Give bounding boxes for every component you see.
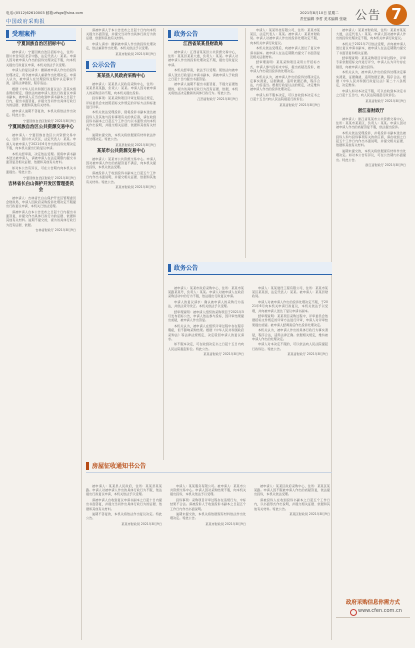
issue-date: 2021年8月10日 星期二 [300,11,339,15]
paragraph: 被申请人：浙江省某某市公共资源交易中心，住所：某某市某某区，负责人：某某。申请人因对被申请人作出的质疑答复不服，依法提出投诉。 [336,116,406,130]
paragraph: 根据《中华人民共和国行政复议法》及其实施条例的规定，现依法向被申请人送达行政复议申请书副本，被申请人应当自收到申请书副本之日起十日内，提出书面答复，并提交当初作出具体行政行为的证据、依据和其他有关材料。 [6,86,76,108]
signature: 某某省财政厅 2021年8月9日 [365,98,406,103]
paragraph: 被申请人：宁夏回族自治区公共资源交易中心，住所：银川市兴庆区，法定代表人：某某。申请人对被申请人于2021年6月作出的投诉处理决定不服，向本机关提出行政复议申请。 [6,133,76,150]
paragraph: 申请人的复议请求：确认被申请人的采购行为违法，并依法责令改正。本机关依法予以受理。 [168,300,244,309]
section-header-4: 政务公告 [168,262,332,275]
paragraph: 逾期未提交的，本机关将依据现有材料作出处理决定。如对本公告有异议，可在公告期内书面提出。特此公告。 [336,149,406,162]
page-number-badge: 7 [386,4,407,25]
header-divider [6,25,409,26]
column-1 [6,28,76,640]
paragraph: 被申请人：宁夏回族自治区招标中心，住所：银川市金凤区北京中路，法定代表人：某某。申请人因对被申请人作出的投诉处理决定不服，向本机关提出行政复议申请，本机关依法予以受理。 [6,50,76,67]
paragraph: 申请人对本决定不服的，可以依法向人民法院提起行政诉讼。特此公告。 [252,342,328,351]
page-title: 公告 [355,8,382,22]
paragraph: 本机关依法受理投诉，现将投诉书副本送达被投诉人及其他与投诉事项有关的供应商，请在收到投诉书副本之日起五个工作日内以书面形式向本机关作出说明，并提交相关证据、依据和其他有关材料。 [86,110,156,132]
case-title: 江西省某某县财政局 [183,42,223,47]
paragraph: 本机关认为，被申请人在组织评审过程中存在程序瑕疵，但不影响采购结果。根据《中华人民共和国政府采购法》等法律法规规定，决定驳回申请人的复议请求。 [168,324,244,341]
sub-column [86,484,162,644]
paragraph: 请被申请人于本公告发布之日起十日内向本机关提交书面答复，并提交当初作出具体行政行为的证据、依据和其他有关材料。 [86,28,156,41]
paragraph: 被申请人：某某市财政局，住所：某某市某某大道，法定代表人：某某。申请人因对被申请人作出的投诉处理决定不服，向本机关申请行政复议。 [336,28,406,41]
paragraph: 经审理查明：被申请人组织的采购项目于2021年5月发布招标公告，申请人依法参与投标，因评审结果提出质疑，被申请人作出答复。 [168,310,244,323]
signature: 浙江省财政厅 2021年8月9日 [365,163,406,168]
case-title: 宁夏回族自治区招标中心 [16,42,66,47]
column-divider [163,28,164,460]
section-block-bottom [86,460,332,644]
paragraph: 经审理查明：某某采购项目评审过程中，评审专家依据招标文件进行评分，申请人认为评分存在错误，向被申请人提出投诉。 [336,56,406,69]
paragraph: 请被投诉人于收到投诉书副本之日起五个工作日内作出书面说明，并提交相关证据、依据和其他有关材料。特此公告。 [86,171,156,184]
paragraph: 申请人：某某科技有限公司，住所：某某市某某区，法定代表人：某某。被申请人：某某市财政局。申请人对被申请人作出的投诉处理决定不服，向本机关申请行政复议。 [250,28,320,45]
paragraph: 投诉事项：采购项目评审过程存在违规行为，中标结果不合法。请被投诉人于收到投诉书副本之日起五个工作日内作出书面说明。 [170,498,246,511]
paragraph: 逾期不答复的，本机关将依法作出复议决定。特此公告。 [86,512,162,521]
column-divider [81,28,82,640]
paragraph: 如不服本决定，可在收到决定书之日起十五日内向人民法院提起诉讼。特此公告。 [168,342,244,351]
signature: 吉林省财政厅 2021年8月9日 [35,228,76,233]
paragraph: 申请人请求：撤销被申请人作出的投诉处理决定，依法重新作出处理。本机关依法予以受理。 [86,42,156,51]
paragraph: 被申请人逾期不答复的，本机关将依法作出决定。特此公告。 [6,109,76,118]
paragraph: 请被申请人自收到复议申请书副本之日起十日内提出书面答复，并提交当初作出具体行政行为的证据、依据和其他有关材料。 [86,498,162,511]
case-title: 宁夏回族自治区公共资源交易中心 [8,125,74,131]
paragraph: 本机关认为，被申请人作出的投诉处理决定事实清楚，证据确凿，适用依据正确，程序合法。根据《中华人民共和国行政复议法》第二十八条规定，决定维持。 [336,70,406,87]
paragraph: 本机关经审查，决定依法受理。现将申请书副本送达被申请人，请被申请人在法定期限内提交书面答复及相关证据、依据和其他有关材料。 [6,151,76,164]
paragraph: 投诉事项：某某采购项目评审过程违反规定，评标委员会未按照招标文件规定的评标方法和标准进行评审。 [86,96,156,109]
signature: 某某省财政厅 2021年8月9日 [287,352,328,357]
paragraph: 申请人如对本决定不服，可以自收到本决定书之日起十五日内，向人民法院提起行政诉讼。 [336,88,406,97]
paragraph: 本机关依法受理后，向被申请人送达了复议申请书副本。被申请人在法定期限内提交了书面答复及相关证据材料。 [250,46,320,59]
paragraph: 经审理查明：某某采购项目采用公开招标方式，申请人参与投标未中标，提出质疑及投诉，被申请人作出驳回投诉的处理决定。 [250,60,320,73]
column-5 [336,28,406,640]
signature: 宁夏回族自治区财政厅 2021年8月9日 [22,119,76,124]
paragraph: 被申请人：某某区政府采购中心，住所：某某区某某路。申请人因不服被申请人作出的质疑答复，依法提出投诉，本机关依法受理。 [254,484,330,497]
case-title: 吉林省长白山保护开发区管理委员会 [8,181,74,193]
paragraph: 请被申请人自本公告发布之日起十日内提出书面答复，并提交作出具体行政行为的证据、依据和其他有关材料。逾期不提交的，视为该具体行政行为没有证据、依据。 [6,209,76,227]
signature: 宁夏回族自治区财政厅 2021年8月9日 [22,175,76,180]
column-4 [250,28,320,260]
case-title: 某某市公共资源交易中心 [96,149,146,155]
masthead: 中国政府采购报 [6,19,46,25]
paragraph: 如对本公告有异议，可在公告期内向本机关书面提出。特此公告。 [6,165,76,174]
ad-url[interactable]: www.cfen.com.cn [358,608,402,614]
paragraph: 被申请人：某某市公共资源交易中心。申请人因对被申请人作出的质疑答复不满意，向本机关提出投诉，本机关依法受理。 [86,157,156,170]
signature: 某某省财政厅 2021年8月9日 [279,102,320,107]
editors: 责任编辑 李哲 美术编辑 张晓 [300,17,347,21]
ad-title: 政府采购信息你需方式 [346,600,400,606]
signature: 某某区财政局 2021年8月9日 [289,512,330,517]
contact-info: 电话:(0512)62610003 邮箱:zfsgs@sina.com [6,11,84,15]
paragraph: 申请人对被申请人作出的投诉处理决定不服，于2021年6月向本机关申请行政复议，本机关依法予以受理，并向被申请人送达了复议申请书副本。 [252,300,328,313]
ad-divider [336,617,410,618]
paragraph: 逾期未提交的，本机关将依据现有材料依法作出处理决定。特此公告。 [170,512,246,521]
paragraph: 被申请人：某某县人民政府，住所：某某县某某路。申请人对被申请人作出的具体行政行为不服，依法提出行政复议申请，本机关依法予以受理。 [86,484,162,497]
advertisement [336,600,410,640]
signature: 某某市财政局 2021年8月9日 [115,185,156,190]
section-header-5: 房屋征收通知书公告 [86,460,332,473]
paragraph: 被申请人：某某市政府采购中心，住所：某某市某某路某某号，负责人：某某。申请人对被申请人在政府采购活动中的行为不服，依法提出行政复议申请。 [168,286,244,299]
column-3 [168,28,238,258]
paragraph: 本机关于2021年7月依法受理，并向被申请人送达复议申请书副本，被申请人在法定期限内提交了书面答复和相关证据。 [336,42,406,55]
paragraph: 申请人：某某服务有限公司。被申请人：某某市公共资源交易中心。申请人因对采购结果不服，向本机关提出投诉，本机关依法予以受理。 [170,484,246,497]
signature: 某某县财政局 2021年8月9日 [115,142,156,147]
globe-icon [350,609,357,616]
section-header-3: 政务公告 [168,28,238,41]
sub-column [170,484,246,644]
sub-column [254,484,330,644]
paragraph: 请被投诉人在收到投诉书副本之日起五个工作日内，以书面形式作出说明，并提交相关证据、依据和其他有关材料。特此公告。 [254,498,330,511]
paragraph: 本机关认为，被申请人作出的投诉处理决定认定事实清楚，证据确凿，适用依据正确，程序合法，内容适当。根据行政复议法的规定，决定维持被申请人作出的投诉处理决定。 [250,74,320,92]
paragraph: 申请人的复议请求：撤销被申请人作出的投诉处理决定，责令被申请人重新作出处理决定。申请人认为，被申请人在处理投诉过程中认定事实不清，适用法律错误，程序违法。 [6,68,76,85]
section-header-1: 受理案件 [6,28,76,41]
case-title: 浙江省财政厅 [357,108,385,114]
paragraph: 被申请人逾期不提出书面答复、不提交证据依据的，视为该具体行政行为没有证据、依据，本机关将依法决定撤销该具体行政行为。特此公告。 [168,82,238,95]
paragraph: 申请人如不服本决定，可以自收到本决定书之日起十五日内向人民法院提起行政诉讼。 [250,92,320,102]
signature: 某某市财政局 2021年8月9日 [205,522,246,527]
signature: 某某市财政局 2021年8月9日 [115,52,156,57]
column-2 [86,28,156,460]
paragraph: 申请人：某某建设工程有限公司，住所：某某市某某区某某街，法定代表人：某某。被申请人：某某县财政局。 [252,286,328,299]
signature: 某某省财政厅 2021年8月9日 [203,352,244,357]
paragraph: 本机关经审查，依法予以受理。现依法向被申请人送达行政复议申请书副本，请被申请人于收到之日起十日内提出书面答复。 [168,68,238,81]
paragraph: 被申请人：某某县人民政府采购中心，住所：某某县某某路，负责人：某某。申请人因对被申请人的采购活动不服，向本机关提出投诉。 [86,82,156,95]
section-header-2: 公示公告 [86,59,156,72]
paragraph: 被申请人：江西省某某县公共资源交易中心，住所：某某县某某大道，负责人：某某。申请人对被申请人作出的投诉处理决定不服，提出行政复议申请。 [168,50,238,67]
paragraph: 被申请人：吉林省长白山保护开发区管理委员会财政局，申请人因政府采购投诉处理决定不服提出行政复议申请，本机关已依法受理。 [6,195,76,209]
case-title: 某某县人民政府采购中心 [96,74,146,80]
signature: 江西省财政厅 2021年8月9日 [197,96,238,101]
paragraph: 逾期未提交的，本机关将依据现有材料依法作出处理决定。特此公告。 [86,132,156,142]
paragraph: 本机关认为，被申请人作出的具体行政行为事实清楚，程序合法，适用法律正确。依据相关规定，维持被申请人作出的处理决定。 [252,328,328,341]
paragraph: 本机关依法受理投诉，并将投诉书副本送达被投诉人和与投诉事项有关的供应商，请在收到之日起五个工作日内作出书面说明，并提交相关证据、依据和其他有关材料。 [336,130,406,148]
column-divider [245,28,246,258]
signature: 某某市财政局 2021年8月9日 [121,522,162,527]
paragraph: 经审理查明：某某项目采购过程中，评审委员会依据招标文件规定的评审方法进行评审，申请人对评审结果提出质疑。被申请人经调查后作出投诉处理决定。 [252,314,328,327]
